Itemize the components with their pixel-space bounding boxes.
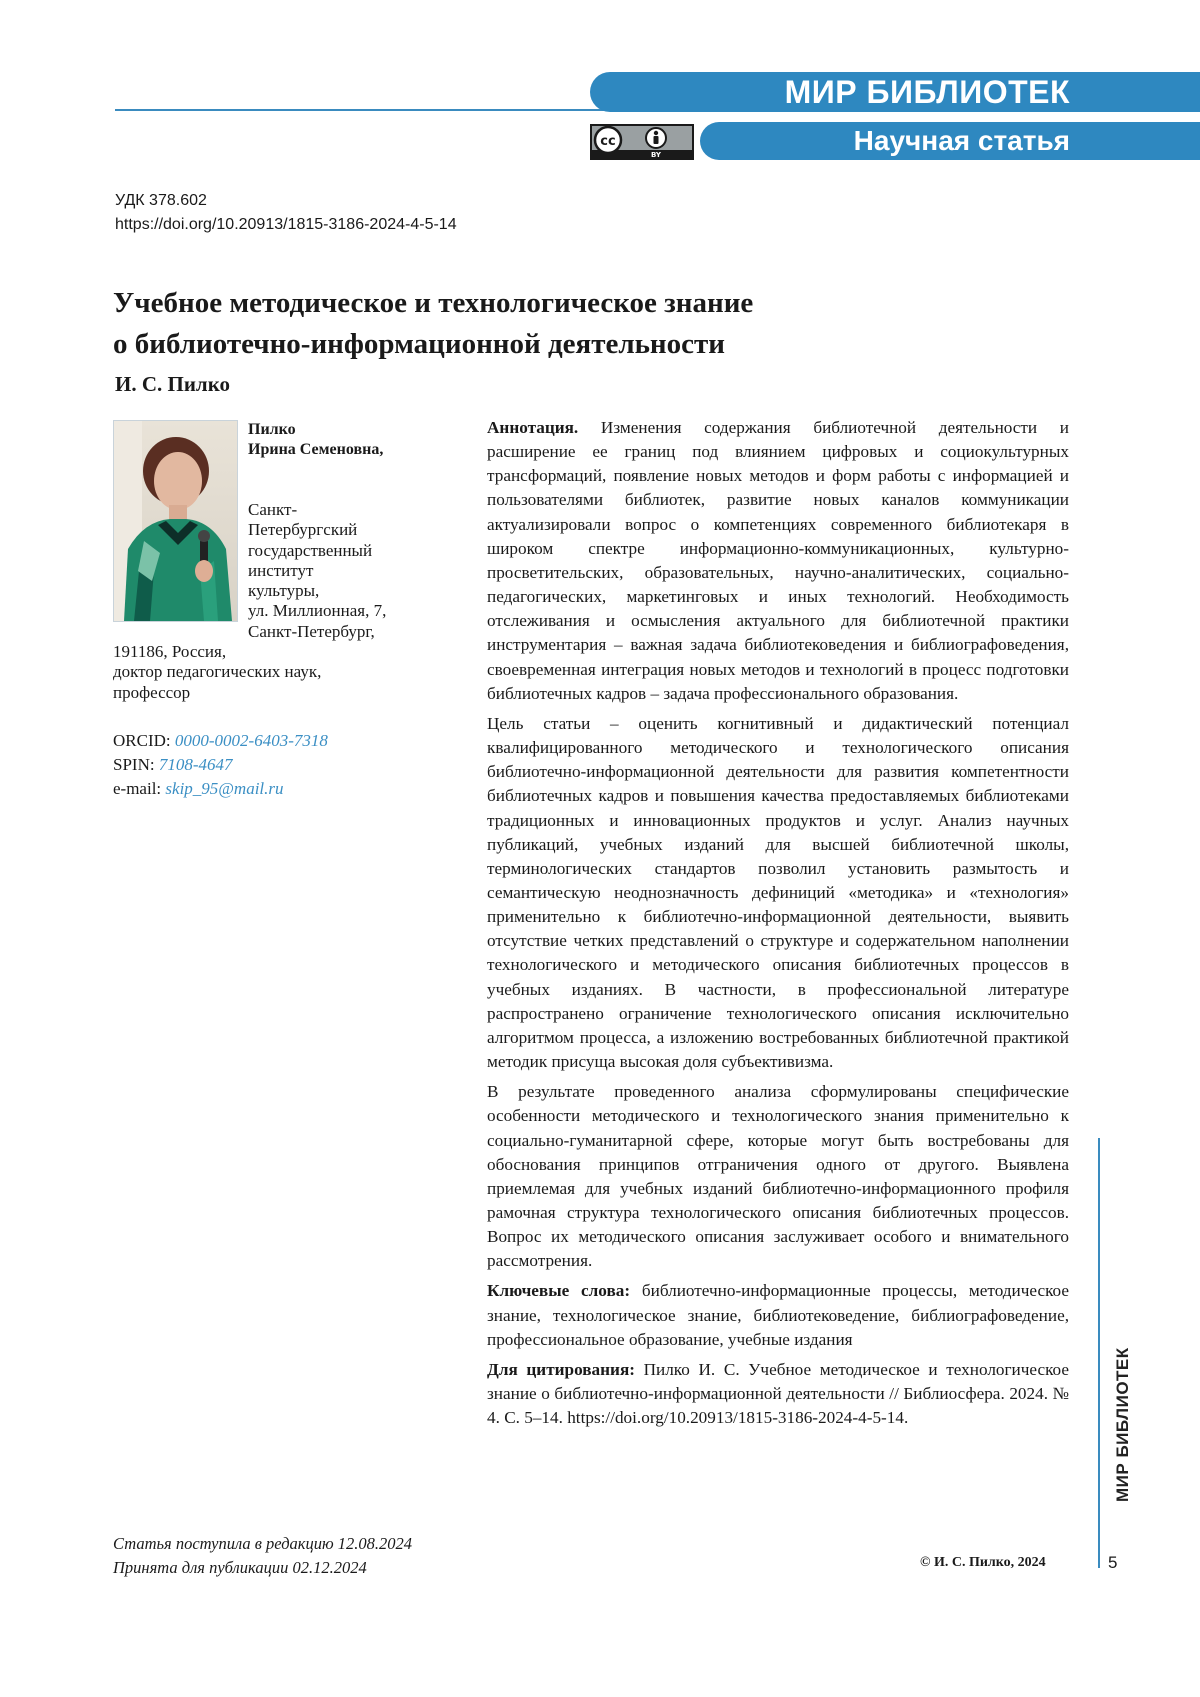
by-attribution-icon xyxy=(646,128,666,148)
author-portrait-image xyxy=(114,421,237,621)
received-date: Статья поступила в редакцию 12.08.2024 xyxy=(113,1532,412,1556)
citation-label: Для цитирования: xyxy=(487,1360,635,1379)
orcid-row xyxy=(113,729,453,753)
affiliation-line: Петербургский xyxy=(248,520,458,540)
citation-text: Пилко И. С. Учебное методическое и технологическое знание о библиотечно-информационной деятельности // Библиосфера. 2024. № 4. С. 5–14. https://doi.org/10.20913/1815-3186-2024-4-5-14. xyxy=(487,1360,1069,1427)
affiliation-line: доктор педагогических наук, xyxy=(113,662,453,682)
sidebar-rule xyxy=(1098,1138,1100,1568)
udk-code: УДК 378.602 xyxy=(115,192,207,210)
email-row xyxy=(113,777,453,801)
abstract-paragraph: Цель статьи – оценить когнитивный и дидактический потенциал квалифицированного методического и технологического описания библиотечно-информационной деятельности для развития компетентности библиотечных кадров и повышения качества предоставляемых библиотеками традиционных и инновационных продуктов и услуг. Анализ научных публикаций, учебных изданий для высшей библиотечной школы, терминологических стандартов позволил установить размытость и семантическую неоднозначность дефиниций «методика» и «технология» применительно к библиотечно-информационной деятельности, выявить отсутствие четких представлений о структуре и содержательном наполнении технологического и методического описания библиотечных процессов в учебных изданиях. В частности, в профессиональной литературе распространено ограничение технологического описания исключительно алгоритмом процесса, а изложению востребованных библиотечной практикой методик присуща высокая доля субъективизма. xyxy=(487,712,1069,1074)
affiliation-line: государственный xyxy=(248,541,458,561)
license-label: BY xyxy=(651,151,662,159)
spin-row xyxy=(113,753,453,777)
running-title: МИР БИБЛИОТЕК xyxy=(1113,1340,1133,1510)
affiliation-line: профессор xyxy=(113,683,453,703)
author-full-name xyxy=(248,420,448,460)
article-title xyxy=(113,283,1013,365)
article-dates xyxy=(113,1532,412,1580)
section-label: Научная статья xyxy=(854,125,1070,157)
keywords-paragraph xyxy=(487,1279,1069,1351)
email-link[interactable]: skip_95@mail.ru xyxy=(165,779,283,798)
orcid-label: ORCID: xyxy=(113,731,175,750)
spin-label: SPIN: xyxy=(113,755,159,774)
abstract-paragraph xyxy=(487,416,1069,706)
author-photo xyxy=(113,420,238,622)
affiliation-line: культуры, xyxy=(248,581,458,601)
title-line: о библиотечно-информационной деятельности xyxy=(113,324,1013,365)
svg-text:cc: cc xyxy=(600,134,615,149)
page-number: 5 xyxy=(1108,1553,1117,1573)
article-author: И. С. Пилко xyxy=(115,372,230,397)
affiliation-line: 191186, Россия, xyxy=(113,642,453,662)
author-affiliation-cont xyxy=(113,642,453,703)
orcid-link[interactable]: 0000-0002-6403-7318 xyxy=(175,731,328,750)
cc-icon xyxy=(595,127,621,153)
abstract-column xyxy=(487,416,1069,1436)
name-line: Пилко xyxy=(248,420,448,440)
author-identifiers xyxy=(113,729,453,801)
doi-link[interactable]: https://doi.org/10.20913/1815-3186-2024-4-5-14 xyxy=(115,216,457,234)
journal-band xyxy=(590,72,1200,112)
spin-link[interactable]: 7108-4647 xyxy=(159,755,233,774)
affiliation-line: институт xyxy=(248,561,458,581)
affiliation-line: Санкт-Петербург, xyxy=(248,622,458,642)
cc-by-license-badge[interactable] xyxy=(590,124,694,160)
abstract-label: Аннотация. xyxy=(487,418,578,437)
author-affiliation xyxy=(248,500,458,642)
email-label: e-mail: xyxy=(113,779,165,798)
affiliation-line: Санкт- xyxy=(248,500,458,520)
keywords-text: библиотечно-информационные процессы, методическое знание, технологическое знание, библиотековедение, библиографоведение, профессиональное образование, учебные издания xyxy=(487,1281,1069,1348)
name-line: Ирина Семеновна, xyxy=(248,440,448,460)
title-line: Учебное методическое и технологическое знание xyxy=(113,283,1013,324)
copyright: © И. С. Пилко, 2024 xyxy=(920,1555,1046,1571)
affiliation-line: ул. Миллионная, 7, xyxy=(248,601,458,621)
header-rule xyxy=(115,109,615,111)
accepted-date: Принята для публикации 02.12.2024 xyxy=(113,1556,412,1580)
abstract-text: Изменения содержания библиотечной деятельности и расширение ее границ под влиянием цифровых и социокультурных трансформаций, появление новых методов и форм работы с информацией и пользователями библиотек, развитие новых каналов коммуникации актуализировали вопрос о компетенциях современного библиотекаря в широком спектре информационно-коммуникационных, культурно-просветительских, образовательных, научно-аналитических, социально-педагогических, маркетинговых и иных технологий. Необходимость отслеживания и осмысления актуального для библиотечной практики инструментария – важная задача библиотековедения и библиографоведения, своевременная интеграция новых методов и технологий в процесс подготовки библиотечных кадров – задача профессионального образования. xyxy=(487,418,1069,703)
citation-paragraph xyxy=(487,1358,1069,1430)
abstract-paragraph: В результате проведенного анализа сформулированы специфические особенности методического и технологического знания применительно к социально-гуманитарной сфере, которые могут быть востребованы для обоснования принципов отграничения одного от другого. Выявлена приемлемая для учебных изданий библиотечно-информационного профиля рамочная структура технологического описания библиотечных процессов. Вопрос их методического описания заслуживает особого и внимательного рассмотрения. xyxy=(487,1080,1069,1273)
license-graphic xyxy=(590,124,694,160)
journal-name: МИР БИБЛИОТЕК xyxy=(785,74,1070,111)
keywords-label: Ключевые слова: xyxy=(487,1281,630,1300)
section-band xyxy=(700,122,1200,160)
